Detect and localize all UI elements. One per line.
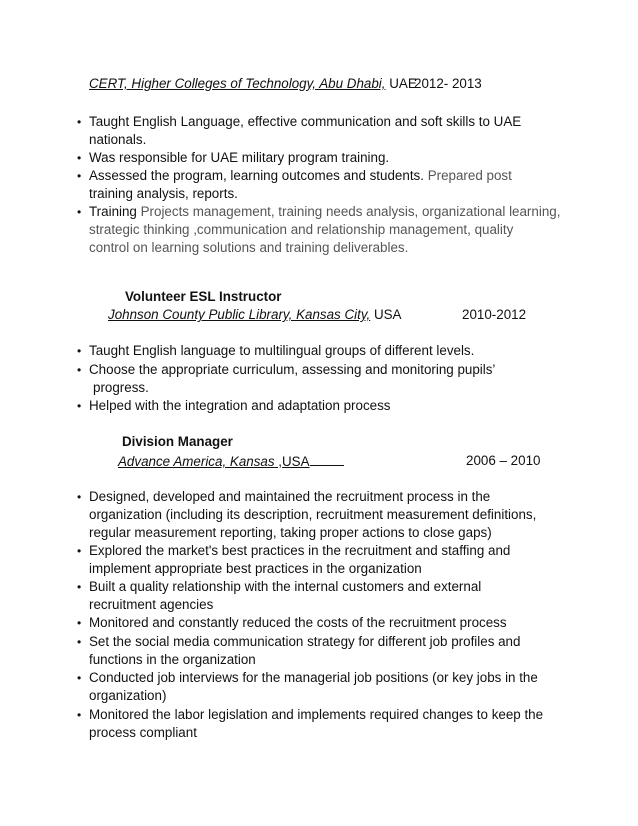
job3-header <box>118 452 344 471</box>
job3-country: ,USA <box>274 454 310 469</box>
job2-years: 2010-2012 <box>462 307 527 322</box>
job3-bullet-4-line-1: Monitored and constantly reduced the costs of the recruitment process <box>89 615 507 630</box>
job3-bullet-2-line-2: implement appropriate best practices in the organization <box>89 561 422 576</box>
job1-bullet-3-text-a: Assessed the program, learning outcomes and students. <box>89 168 424 183</box>
job2-country: USA <box>370 307 402 322</box>
job2-title: Volunteer ESL Instructor <box>125 289 282 304</box>
job3-years: 2006 – 2010 <box>466 453 541 468</box>
job2-header <box>108 306 402 324</box>
job3-bullet-7-line-2: process compliant <box>89 725 197 740</box>
job3-bullet-1-line-2: organization (including its description, recruitment measurement definitions, <box>89 507 537 522</box>
job3-bullet-3-line-2: recruitment agencies <box>89 597 214 612</box>
job1-bullet-4-line-1 <box>89 203 560 221</box>
job2-organization: Johnson County Public Library, Kansas City, <box>108 307 371 322</box>
bullet-marker: • <box>77 151 82 165</box>
job1-bullet-1-line-1: Taught English Language, effective communication and soft skills to UAE <box>89 114 522 129</box>
job3-bullet-1-line-3: regular measurement reporting, taking proper actions to close gaps) <box>89 525 492 540</box>
job2-bullet-1-line-1: Taught English language to multilingual groups of different levels. <box>89 343 475 358</box>
bullet-marker: • <box>77 399 82 413</box>
job1-years: 2012- 2013 <box>414 76 482 91</box>
job1-bullet-3-text-b: Prepared post <box>423 168 512 183</box>
job2-bullet-2-line-1: Choose the appropriate curriculum, assessing and monitoring pupils’ <box>89 362 496 377</box>
job3-bullet-2-line-1: Explored the market's best practices in the recruitment and staffing and <box>89 543 511 558</box>
job1-bullet-4-text-a: Training <box>89 204 137 219</box>
bullet-marker: • <box>77 708 82 722</box>
job1-bullet-3-line-2: training analysis, reports. <box>89 186 238 201</box>
job2-bullet-3-line-1: Helped with the integration and adaptation process <box>89 398 391 413</box>
bullet-marker: • <box>77 205 82 219</box>
bullet-marker: • <box>77 616 82 630</box>
job2-bullet-2-line-2: progress. <box>93 380 149 395</box>
job1-bullet-3-line-1 <box>89 167 512 185</box>
bullet-marker: • <box>77 671 82 685</box>
job3-bullet-7-line-1: Monitored the labor legislation and implements required changes to keep the <box>89 707 544 722</box>
bullet-marker: • <box>77 344 82 358</box>
job1-country: UAE <box>385 76 417 91</box>
job1-header <box>89 75 417 93</box>
job1-bullet-1-line-2: nationals. <box>89 132 147 147</box>
bullet-marker: • <box>77 363 82 377</box>
bullet-marker: • <box>77 544 82 558</box>
job3-bullet-6-line-2: organization) <box>89 688 167 703</box>
job3-bullet-5-line-2: functions in the organization <box>89 652 256 667</box>
underline-filler <box>310 452 344 466</box>
bullet-marker: • <box>77 115 82 129</box>
job1-bullet-4-text-b: Projects management, training needs analysis, organizational learning, <box>136 204 561 219</box>
job3-bullet-3-line-1: Built a quality relationship with the internal customers and external <box>89 579 482 594</box>
job1-bullet-4-line-2: strategic thinking ,communication and relationship management, quality <box>89 222 514 237</box>
job3-bullet-6-line-1: Conducted job interviews for the managerial job positions (or key jobs in the <box>89 670 538 685</box>
job3-bullet-5-line-1: Set the social media communication strategy for different job profiles and <box>89 634 521 649</box>
job1-bullet-2-line-1: Was responsible for UAE military program training. <box>89 150 390 165</box>
bullet-marker: • <box>77 635 82 649</box>
job3-organization: Advance America, Kansas <box>118 454 275 469</box>
job3-title: Division Manager <box>122 434 233 449</box>
bullet-marker: • <box>77 169 82 183</box>
bullet-marker: • <box>77 580 82 594</box>
job1-organization: CERT, Higher Colleges of Technology, Abu Dhabi, <box>89 76 386 91</box>
job3-bullet-1-line-1: Designed, developed and maintained the recruitment process in the <box>89 489 491 504</box>
job1-bullet-4-line-3: control on learning solutions and training deliverables. <box>89 240 409 255</box>
bullet-marker: • <box>77 490 82 504</box>
